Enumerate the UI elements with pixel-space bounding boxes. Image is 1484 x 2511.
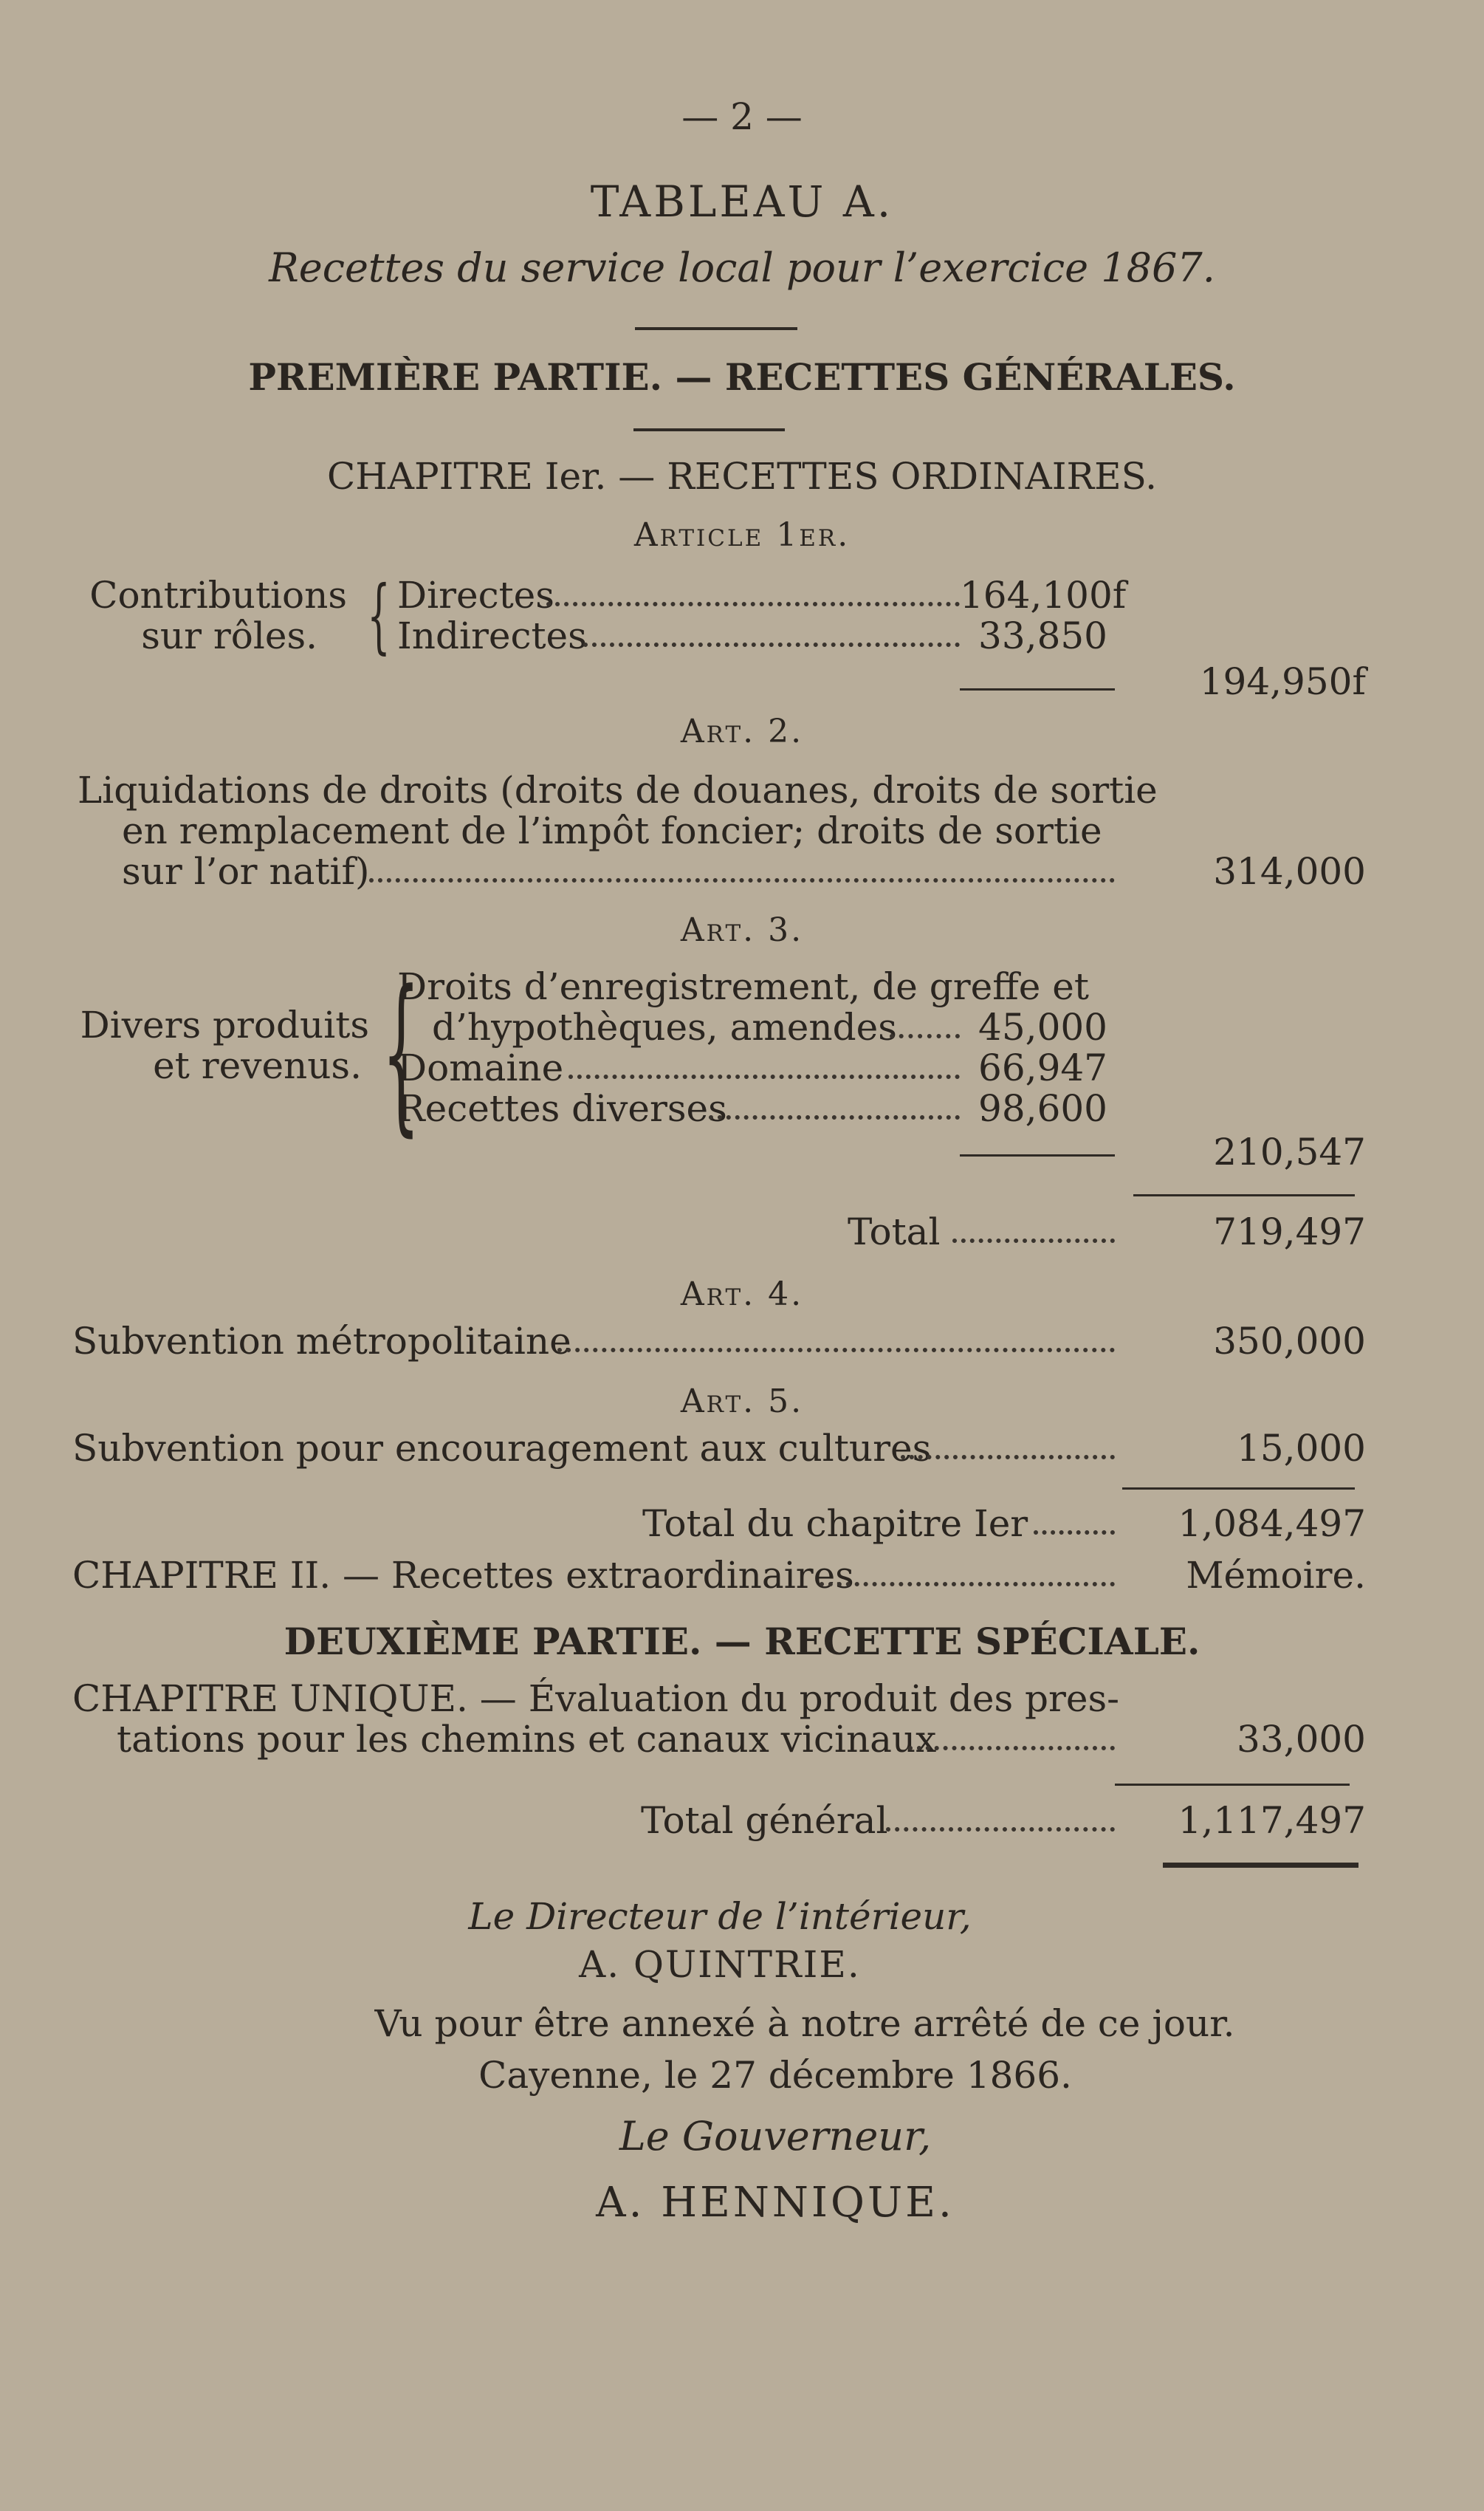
governor-name: A. HENNIQUE. (596, 2179, 955, 2227)
part2-title: DEUXIÈME PARTIE. — RECETTE SPÉCIALE. (284, 1620, 1200, 1663)
article1-item-label: Indirectes (397, 614, 587, 657)
article1-label: Article 1er. (633, 516, 851, 554)
divider (1115, 1784, 1350, 1786)
annex-note: Vu pour être annexé à notre arrêté de ce jour. (374, 2002, 1235, 2045)
article1-group-label: sur rôles. (141, 614, 317, 657)
leader-dots (952, 1239, 1115, 1243)
article1-group-label: Contributions (89, 574, 347, 617)
article5-text: Subvention pour encouragement aux cultures (72, 1427, 932, 1470)
leader-dots (583, 643, 960, 647)
article1-item-label: Directes (397, 574, 554, 617)
article3-subtotal: 210,547 (1213, 1131, 1366, 1174)
total-label: Total (848, 1210, 941, 1253)
chapter-total-label: Total du chapitre Ier (642, 1502, 1028, 1545)
brace: { (382, 955, 420, 1152)
chapter2-value: Mémoire. (1186, 1554, 1366, 1597)
director-name: A. QUINTRIE. (579, 1943, 861, 1986)
chapter-total-value: 1,084,497 (1178, 1502, 1366, 1545)
article3-label: Art. 3. (680, 911, 804, 949)
article2-text: en remplacement de l’impôt foncier; droits de sortie (122, 809, 1102, 852)
article4-value: 350,000 (1213, 1320, 1366, 1363)
table-title: TABLEAU A. (590, 177, 894, 227)
article3-group-label: et revenus. (153, 1044, 362, 1087)
article3-item-text: Droits d’enregistrement, de greffe et (397, 965, 1089, 1008)
leader-dots (886, 1827, 1115, 1832)
chapter-unique-text: tations pour les chemins et canaux vicinaux (117, 1718, 937, 1761)
article1-subtotal: 194,950f (1199, 660, 1366, 703)
chapter-unique-text: CHAPITRE UNIQUE. — Évaluation du produit des pres- (72, 1677, 1120, 1720)
place-date: Cayenne, le 27 décembre 1866. (478, 2054, 1072, 2097)
article3-group-label: Divers produits (80, 1004, 369, 1046)
grand-total-label: Total général (641, 1799, 888, 1842)
leader-dots (820, 1582, 1115, 1586)
leader-dots (546, 602, 960, 606)
leader-dots (901, 1455, 1115, 1459)
leader-dots (1034, 1530, 1115, 1535)
divider (635, 327, 797, 330)
article5-value: 15,000 (1237, 1427, 1366, 1470)
article1-item-value: 33,850 (978, 614, 1107, 657)
page-number: — 2 — (681, 95, 803, 138)
article2-text: sur l’or natif) (122, 850, 370, 893)
leader-dots (908, 1746, 1115, 1750)
article2-label: Art. 2. (680, 713, 804, 750)
article2-text: Liquidations de droits (droits de douanes, droits de sortie (78, 769, 1158, 812)
leader-dots (709, 1115, 960, 1120)
divider (960, 1154, 1115, 1157)
divider (633, 428, 785, 431)
chapter-unique-value: 33,000 (1237, 1718, 1366, 1761)
part1-title: PREMIÈRE PARTIE. — RECETTES GÉNÉRALES. (248, 355, 1236, 399)
table-subtitle: Recettes du service local pour l’exercice 1867. (269, 244, 1215, 291)
divider (960, 688, 1115, 691)
chapter1-title: CHAPITRE Ier. — RECETTES ORDINAIRES. (327, 455, 1157, 498)
article4-text: Subvention métropolitaine (72, 1320, 571, 1363)
leader-dots (568, 1075, 960, 1079)
divider (1122, 1487, 1355, 1490)
total-value: 719,497 (1213, 1210, 1366, 1253)
brace: { (367, 568, 391, 662)
article2-value: 314,000 (1213, 850, 1366, 893)
article1-item-value: 164,100f (960, 574, 1127, 617)
double-rule (1163, 1863, 1358, 1868)
leader-dots (557, 1348, 1115, 1352)
article3-item-label: Domaine (397, 1046, 564, 1089)
article3-item-text: d’hypothèques, amendes (432, 1006, 897, 1049)
leader-dots (890, 1034, 960, 1038)
article3-item-value: 45,000 (978, 1006, 1107, 1049)
article5-label: Art. 5. (680, 1383, 804, 1420)
grand-total-value: 1,117,497 (1178, 1799, 1366, 1842)
article4-label: Art. 4. (680, 1275, 804, 1313)
director-title: Le Directeur de l’intérieur, (468, 1895, 972, 1938)
chapter2-text: CHAPITRE II. — Recettes extraordinaires (72, 1554, 854, 1597)
article3-item-value: 98,600 (978, 1087, 1107, 1130)
governor-title: Le Gouverneur, (619, 2113, 932, 2159)
article3-item-label: Recettes diverses (397, 1087, 727, 1130)
article3-item-value: 66,947 (978, 1046, 1107, 1089)
leader-dots (369, 878, 1115, 883)
divider (1133, 1194, 1355, 1196)
